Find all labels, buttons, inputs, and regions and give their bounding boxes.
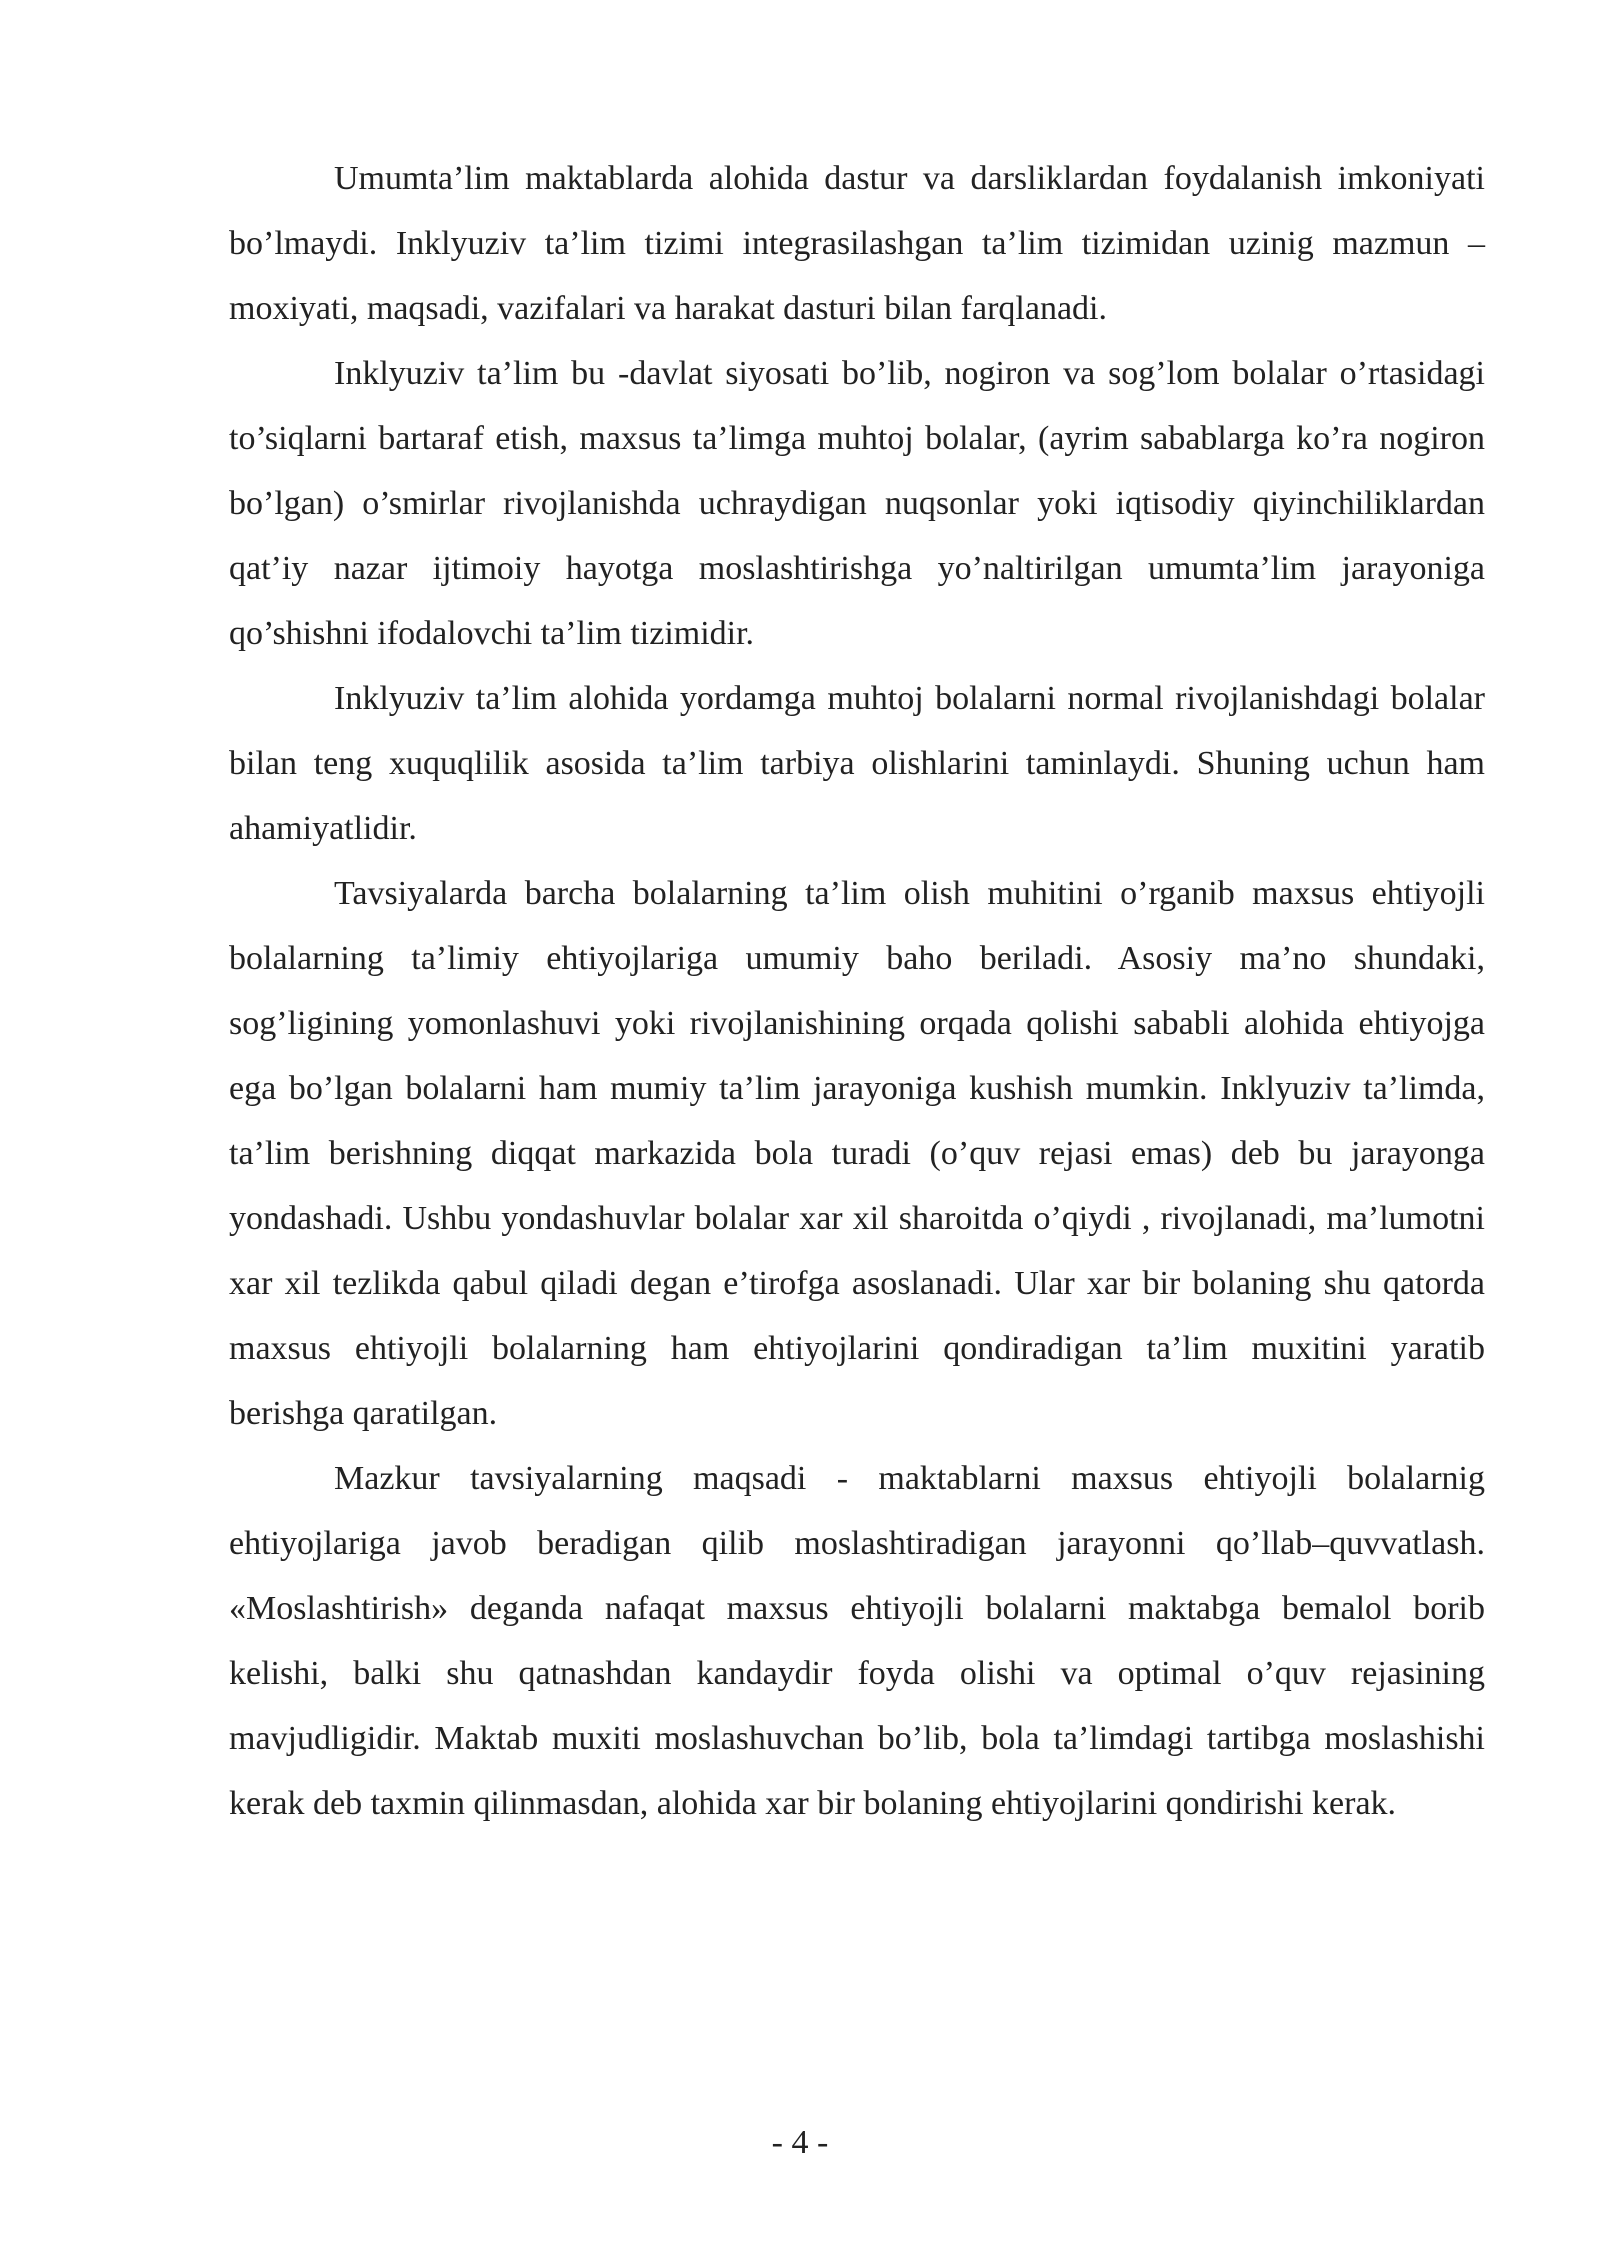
paragraph: Inklyuziv ta’lim alohida yordamga muhtoj bolalarni normal rivojlanishdagi bolalar bilan teng xuquqlilik asosida ta’lim tarbiya olishlarini taminlaydi. Shuning uchun ham ahamiyatlidir. (229, 680, 1485, 847)
paragraph: Tavsiyalarda barcha bolalarning ta’lim olish muhitini o’rganib maxsus ehtiyojli bolalarning ta’limiy ehtiyojlariga umumiy baho beriladi. Asosiy ma’no shundaki, sog’ligining yomonlashuvi yoki rivojlanishining orqada qolishi sababli alohida ehtiyojga ega bo’lgan bolalarni ham mumiy ta’lim jarayoniga kushish mumkin. Inklyuziv ta’limda, ta’lim berishning diqqat markazida bola turadi (o’quv rejasi emas) deb bu jarayonga yondashadi. Ushbu yondashuvlar bolalar xar xil sharoitda o’qiydi , rivojlanadi, ma’lumotni xar xil tezlikda qabul qiladi degan e’tirofga asoslanadi. Ular xar bir bolaning shu qatorda maxsus ehtiyojli bolalarning ham ehtiyojlarini qondiradigan ta’lim muxitini yaratib berishga qaratilgan. (229, 875, 1485, 1432)
page-number: - 4 - (771, 2124, 829, 2161)
paragraph: Inklyuziv ta’lim bu -davlat siyosati bo’lib, nogiron va sog’lom bolalar o’rtasidagi to’siqlarni bartaraf etish, maxsus ta’limga muhtoj bolalar, (ayrim sabablarga ko’ra nogiron bo’lgan) o’smirlar rivojlanishda uchraydigan nuqsonlar yoki iqtisodiy qiyinchiliklardan qat’iy nazar ijtimoiy hayotga moslashtirishga yo’naltirilgan umumta’lim jarayoniga qo’shishni ifodalovchi ta’lim tizimidir. (229, 355, 1485, 652)
body-text (229, 146, 1485, 1836)
paragraph: Mazkur tavsiyalarning maqsadi - maktablarni maxsus ehtiyojli bolalarnig ehtiyojlariga javob beradigan qilib moslashtiradigan jarayonni qo’llab–quvvatlash. «Moslashtirish» deganda nafaqat maxsus ehtiyojli bolalarni maktabga bemalol borib kelishi, balki shu qatnashdan kandaydir foyda olishi va optimal o’quv rejasining mavjudligidir. Maktab muxiti moslashuvchan bo’lib, bola ta’limdagi tartibga moslashishi kerak deb taxmin qilinmasdan, alohida xar bir bolaning ehtiyojlarini qondirishi kerak. (229, 1460, 1485, 1822)
paragraph: Umumta’lim maktablarda alohida dastur va darsliklardan foydalanish imkoniyati bo’lmaydi. Inklyuziv ta’lim tizimi integrasilashgan ta’lim tizimidan uzinig mazmun – moxiyati, maqsadi, vazifalari va harakat dasturi bilan farqlanadi. (229, 160, 1485, 327)
